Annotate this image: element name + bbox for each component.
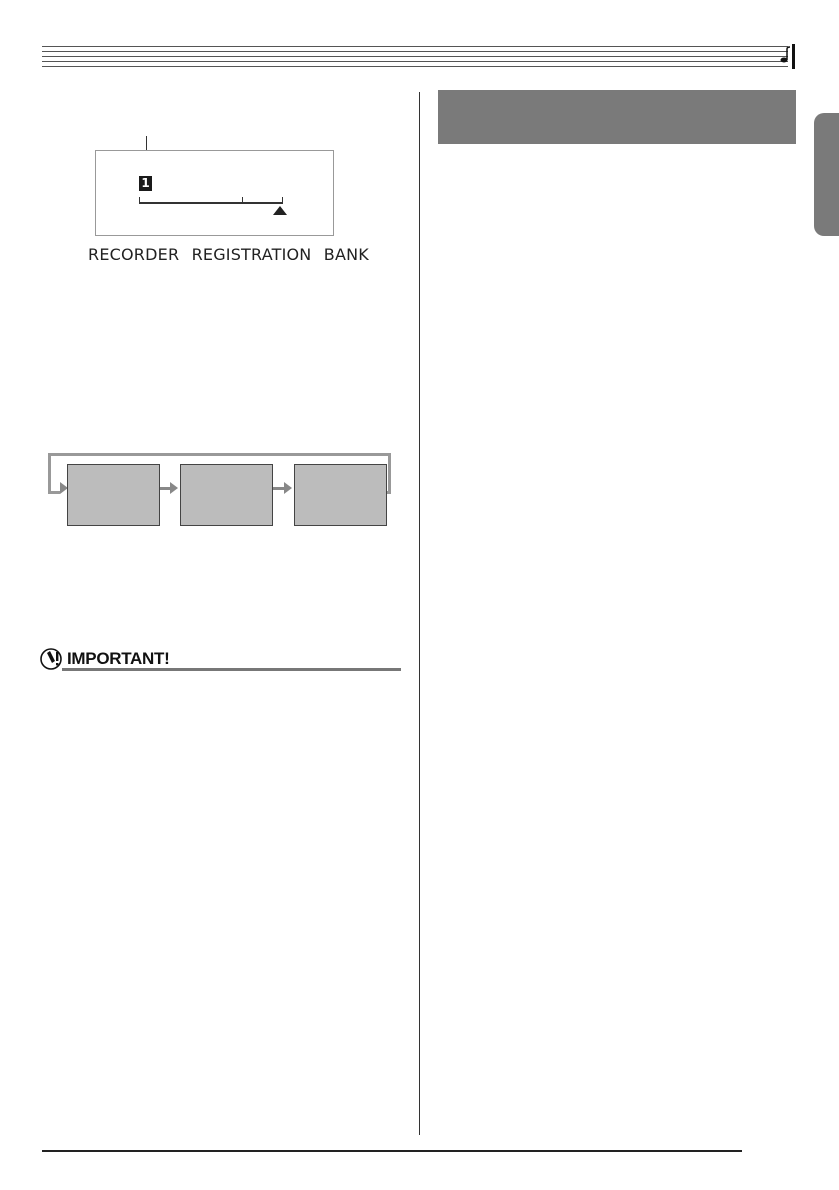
pencil-exclamation-icon — [40, 647, 64, 671]
flow-arrow-icon — [170, 482, 178, 494]
flow-step-box-2 — [180, 464, 273, 526]
lcd-indicator-bar — [139, 202, 283, 204]
flow-loop-line — [48, 491, 60, 494]
flow-loop-line — [48, 453, 51, 494]
lcd-pointer-triangle-icon — [273, 206, 287, 215]
flow-loop-line — [48, 453, 391, 456]
flow-arrow-line — [160, 487, 170, 490]
important-rule — [62, 668, 401, 671]
lcd-label-recorder: RECORDER — [88, 245, 180, 264]
header-staff-lines — [42, 46, 788, 68]
flow-step-box-1 — [67, 464, 160, 526]
lcd-bar-tick — [242, 197, 243, 203]
flow-arrow-icon — [284, 482, 292, 494]
important-notice-heading — [40, 647, 401, 672]
flow-arrow-line — [273, 487, 284, 490]
lcd-label-registration: REGISTRATION — [191, 245, 312, 264]
lcd-label-bank: BANK — [323, 245, 369, 264]
header-staff-barline — [792, 44, 795, 69]
section-heading-band — [438, 90, 796, 144]
flow-loop-line — [388, 453, 391, 494]
lcd-bar-tick — [282, 197, 283, 203]
flow-step-box-3 — [294, 464, 387, 526]
lcd-bar-tick — [139, 197, 140, 203]
lcd-display — [95, 150, 334, 236]
important-label: IMPORTANT! — [67, 649, 170, 668]
chapter-side-tab — [814, 113, 839, 236]
lcd-function-labels — [88, 245, 378, 264]
lcd-digit: 1 — [139, 176, 152, 191]
column-divider — [419, 92, 420, 1135]
cycle-flow-diagram — [48, 453, 393, 528]
footer-rule — [42, 1150, 742, 1152]
music-note-icon — [779, 46, 791, 64]
